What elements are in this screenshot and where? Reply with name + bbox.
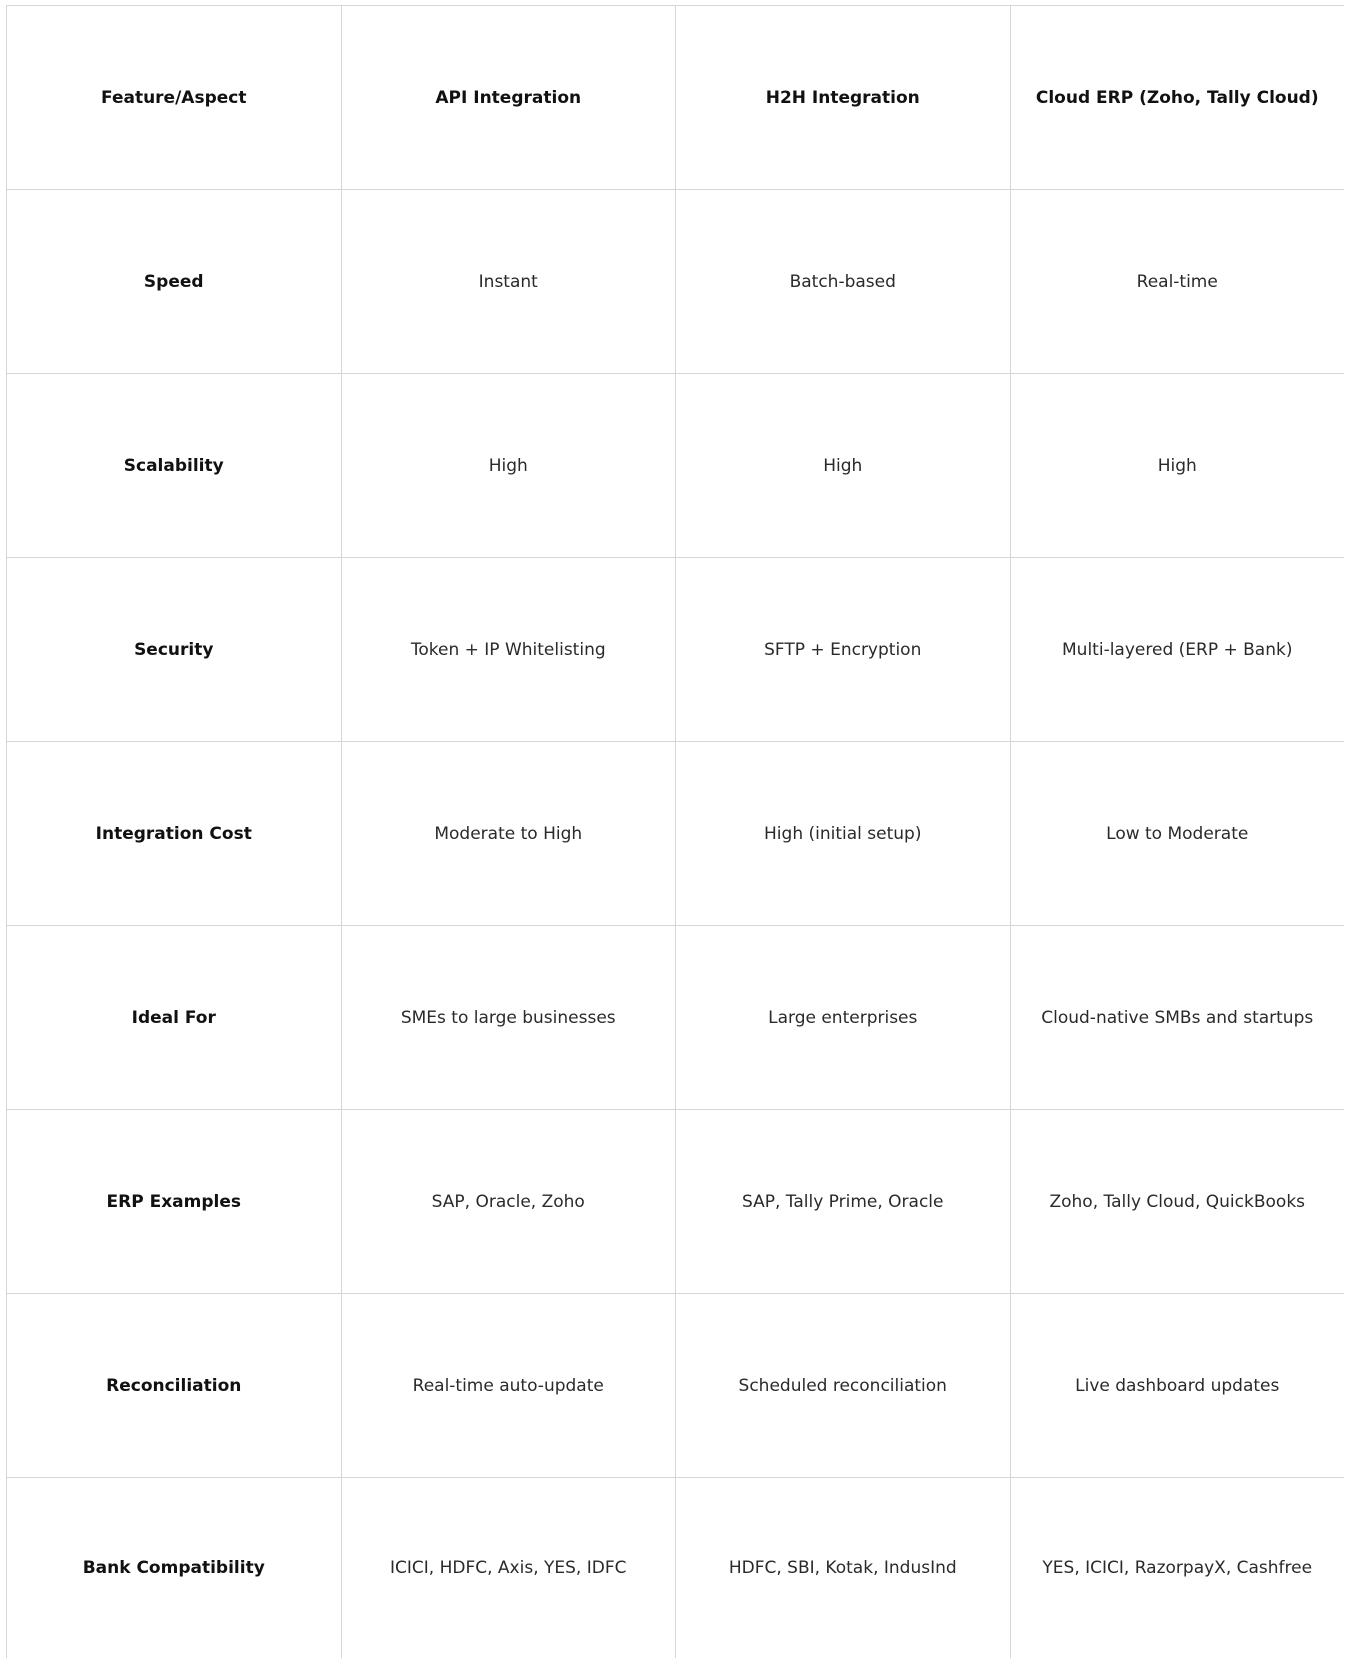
table-cell: Cloud-native SMBs and startups — [1010, 926, 1344, 1110]
table-cell: High — [341, 374, 676, 558]
table-cell: SFTP + Encryption — [676, 558, 1011, 742]
table-cell: Moderate to High — [341, 742, 676, 926]
table-cell: HDFC, SBI, Kotak, IndusInd — [676, 1478, 1011, 1658]
row-label-bank-compatibility: Bank Compatibility — [7, 1478, 342, 1658]
table-cell: Token + IP Whitelisting — [341, 558, 676, 742]
table-cell: Live dashboard updates — [1010, 1294, 1344, 1478]
table-row — [7, 1110, 1345, 1294]
table-cell: SMEs to large businesses — [341, 926, 676, 1110]
table-row — [7, 926, 1345, 1110]
table-row — [7, 742, 1345, 926]
table-cell: Large enterprises — [676, 926, 1011, 1110]
row-label-ideal-for: Ideal For — [7, 926, 342, 1110]
table-cell: Instant — [341, 190, 676, 374]
row-label-speed: Speed — [7, 190, 342, 374]
table-row — [7, 374, 1345, 558]
header-h2h-integration: H2H Integration — [676, 6, 1011, 190]
table-row — [7, 1294, 1345, 1478]
table-cell: SAP, Tally Prime, Oracle — [676, 1110, 1011, 1294]
table-cell: Zoho, Tally Cloud, QuickBooks — [1010, 1110, 1344, 1294]
header-api-integration: API Integration — [341, 6, 676, 190]
table-cell: Real-time auto-update — [341, 1294, 676, 1478]
table-row — [7, 190, 1345, 374]
table-cell: SAP, Oracle, Zoho — [341, 1110, 676, 1294]
table-cell: High — [1010, 374, 1344, 558]
table-cell: High — [676, 374, 1011, 558]
table-cell: YES, ICICI, RazorpayX, Cashfree — [1010, 1478, 1344, 1658]
table-row — [7, 558, 1345, 742]
table-cell: Batch-based — [676, 190, 1011, 374]
table-header-row — [7, 6, 1345, 190]
table-cell: ICICI, HDFC, Axis, YES, IDFC — [341, 1478, 676, 1658]
table-cell: Multi-layered (ERP + Bank) — [1010, 558, 1344, 742]
row-label-erp-examples: ERP Examples — [7, 1110, 342, 1294]
row-label-reconciliation: Reconciliation — [7, 1294, 342, 1478]
table-cell: High (initial setup) — [676, 742, 1011, 926]
row-label-scalability: Scalability — [7, 374, 342, 558]
table-cell: Low to Moderate — [1010, 742, 1344, 926]
comparison-table-container — [6, 5, 1344, 1669]
header-cloud-erp: Cloud ERP (Zoho, Tally Cloud) — [1010, 6, 1344, 190]
table-cell: Scheduled reconciliation — [676, 1294, 1011, 1478]
table-row — [7, 1478, 1345, 1658]
row-label-integration-cost: Integration Cost — [7, 742, 342, 926]
comparison-table — [6, 5, 1344, 1658]
row-label-security: Security — [7, 558, 342, 742]
table-cell: Real-time — [1010, 190, 1344, 374]
header-feature-aspect: Feature/Aspect — [7, 6, 342, 190]
